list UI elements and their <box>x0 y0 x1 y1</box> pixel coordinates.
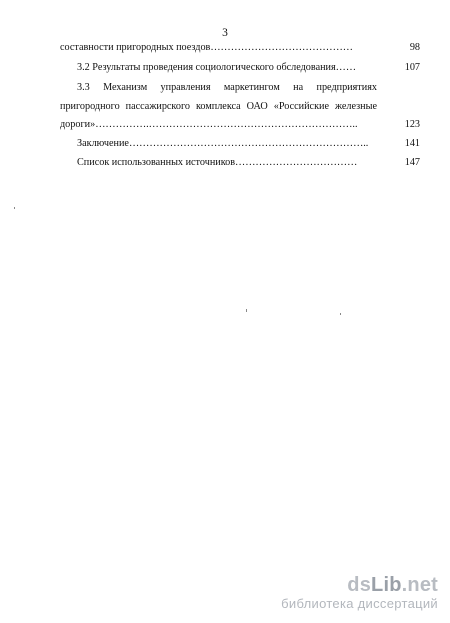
toc-entry-text: 3.2 Результаты проведения социологического обследования…… <box>77 62 357 73</box>
toc-entry-text: составности пригородных поездов…………………………………… <box>60 42 353 53</box>
toc-entry-text-line-1: 3.3 Механизм управления маркетингом на предприятиях <box>77 82 377 93</box>
watermark-subtitle: библиотека диссертаций <box>281 596 438 611</box>
page-number: 3 <box>222 27 228 39</box>
toc-entry <box>60 61 420 74</box>
watermark-logo <box>238 574 438 612</box>
toc-entry <box>60 137 420 150</box>
toc-entry-page: 147 <box>404 157 420 168</box>
toc-entry-text: Заключение…………………………………………………………….. <box>77 138 369 149</box>
toc-entry-page: 98 <box>409 42 420 53</box>
toc-entry <box>60 81 420 94</box>
scan-speck <box>14 207 15 209</box>
scan-speck <box>246 309 247 312</box>
toc-entry <box>60 41 420 54</box>
toc-entry-text-line-2: пригородного пассажирского комплекса ОАО «Российские железные <box>60 101 377 112</box>
toc-entry-text: Список использованных источников……………………………… <box>77 157 358 168</box>
scan-speck <box>340 313 341 315</box>
toc-entry-page: 141 <box>404 138 420 149</box>
toc-entry-page: 107 <box>404 62 420 73</box>
toc-entry <box>60 156 420 169</box>
toc-entry <box>60 100 420 113</box>
watermark-logo-text: dsLib.net <box>347 574 438 596</box>
toc-entry-page: 123 <box>404 119 420 130</box>
toc-entry-text-line-3: дороги»…………….…………………………………………………….. <box>60 119 358 130</box>
toc-entry <box>60 118 420 131</box>
